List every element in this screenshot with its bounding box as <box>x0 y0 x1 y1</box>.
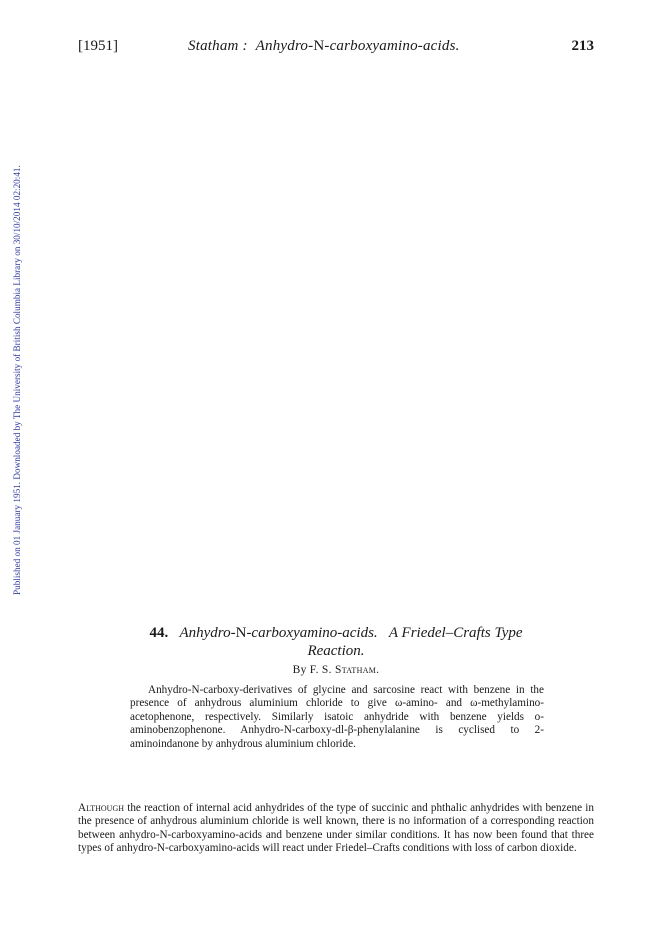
journal-year: [1951] <box>78 38 118 54</box>
running-title-n: N <box>313 38 325 54</box>
abstract: Anhydro-N-carboxy-derivatives of glycine and sarcosine react with benzene in the presence of anhydrous aluminium chloride to give ω-amino- and ω-methylamino-acetophenone, respectively. Similarly isatoic anhydride with benzene yields o-aminobenzophenone. Anhydro-N-carboxy-dl-β-phenylalanine is cyclised to 2-aminoindanone by anhydrous aluminium chloride. <box>130 684 544 750</box>
running-title <box>188 38 460 55</box>
running-author: Statham : <box>188 38 248 54</box>
title-part-c: A Friedel–Crafts Type <box>388 625 523 641</box>
title-part-b: -carboxyamino-acids. <box>246 625 378 641</box>
running-title-part-b: -carboxyamino-acids. <box>324 38 460 54</box>
byline <box>78 664 594 676</box>
title-line-1 <box>78 624 594 642</box>
author-surname: Statham. <box>335 664 380 676</box>
title-line-2: Reaction. <box>307 643 365 659</box>
running-title-part-a: Anhydro- <box>255 38 314 54</box>
byline-prefix: By F. S. <box>292 664 332 676</box>
article-title <box>78 624 594 660</box>
title-n: N <box>235 625 247 641</box>
publication-note-link[interactable]: Published on 01 January 1951. Downloaded by The University of British Columbia Library on 30/10/2014 02:20:41. <box>12 165 22 595</box>
running-header <box>78 38 594 60</box>
title-part-a: Anhydro- <box>179 625 236 641</box>
body-paragraph <box>78 802 594 856</box>
publication-sidebar <box>4 95 22 595</box>
article-number: 44. <box>149 625 169 641</box>
lead-word: Although <box>78 802 125 814</box>
body-text: the reaction of internal acid anhydrides of the type of succinic and phthalic anhydrides with benzene in the presence of anhydrous aluminium chloride is well known, there is no information of a corresponding reaction between anhydro-N-carboxyamino-acids and benzene under similar conditions. It has now been found that three types of anhydro-N-carboxyamino-acids will react under Friedel–Crafts conditions with loss of carbon dioxide. <box>78 802 595 855</box>
page-number: 213 <box>571 38 594 54</box>
